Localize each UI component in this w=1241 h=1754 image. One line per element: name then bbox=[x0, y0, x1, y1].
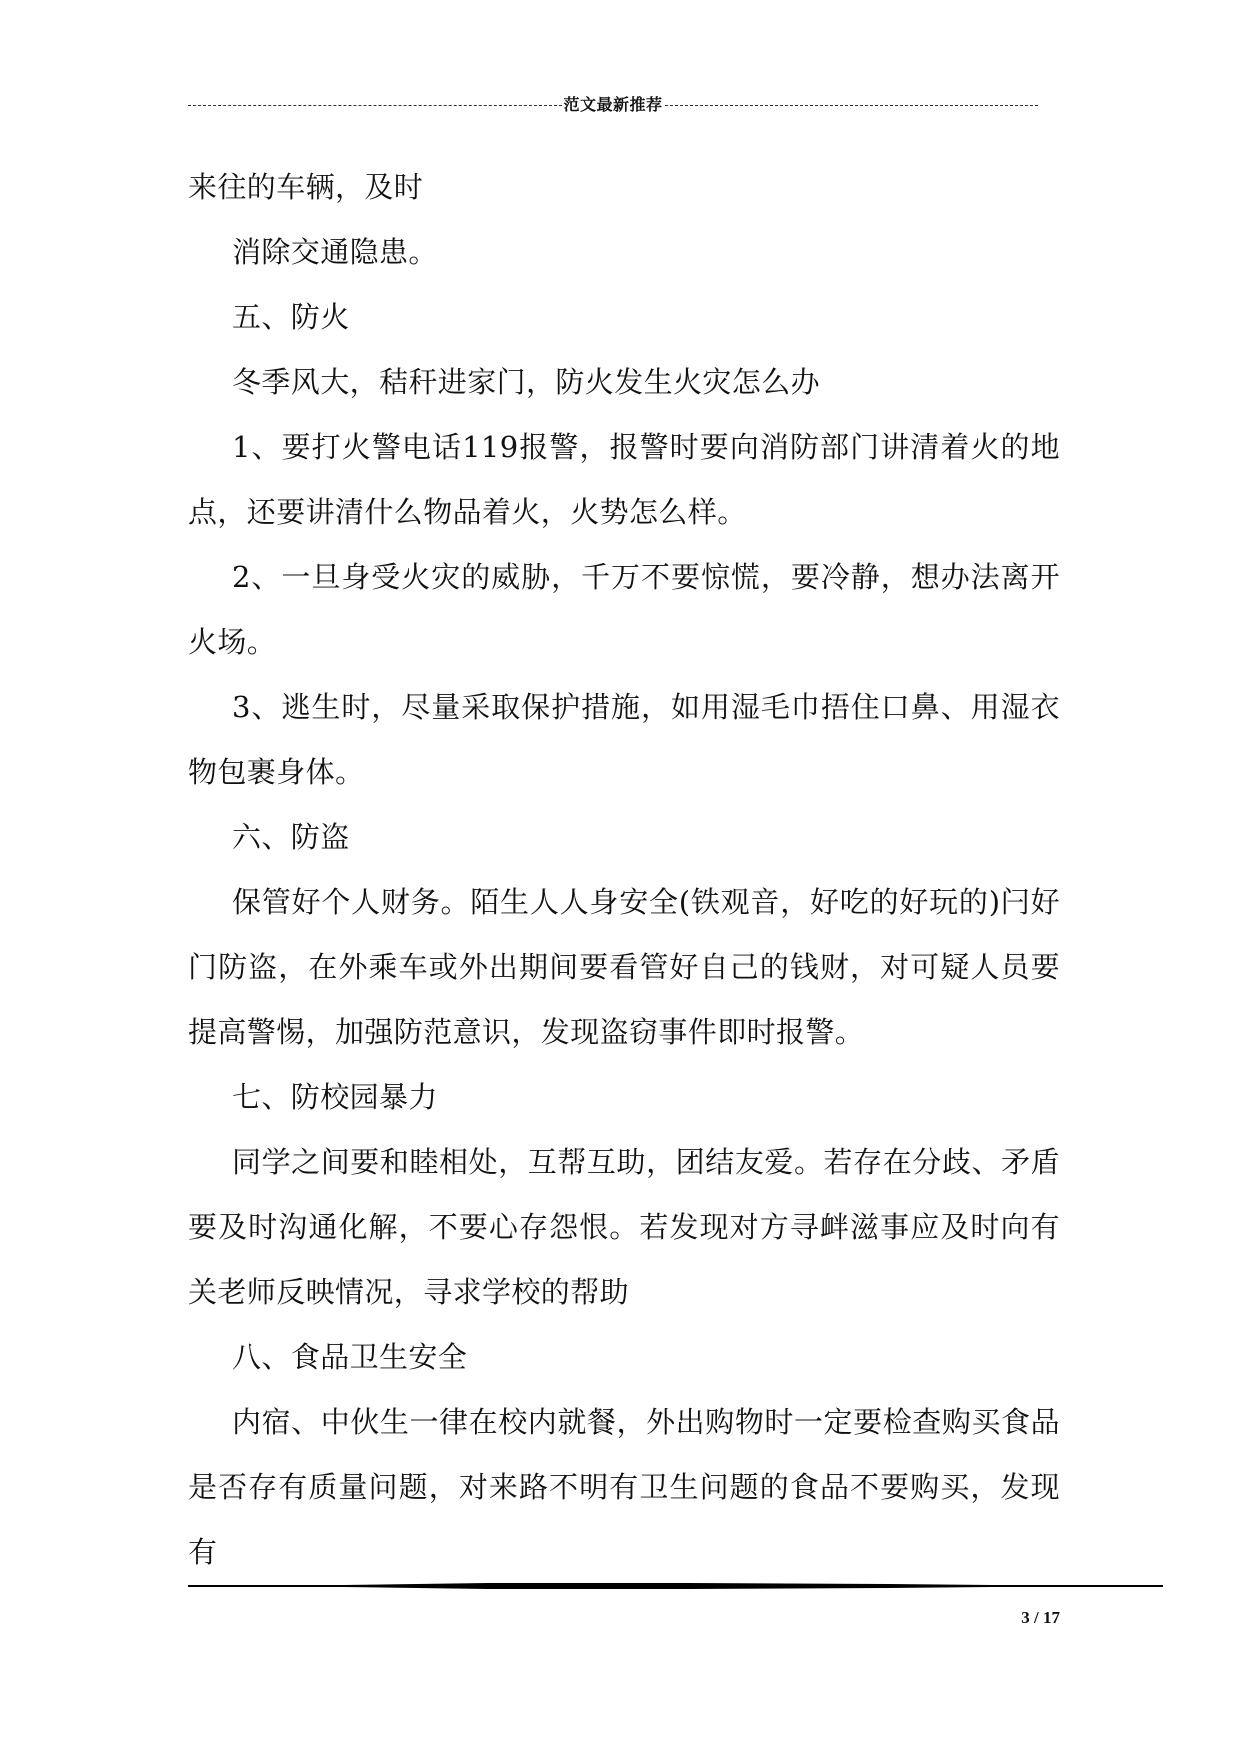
footer-rule bbox=[188, 1580, 1163, 1592]
paragraph: 冬季风大，秸秆进家门，防火发生火灾怎么办 bbox=[232, 365, 821, 399]
list-item: 3、逃生时，尽量采取保护措施，如用湿毛巾捂住口鼻、用湿衣物包裹身体。 bbox=[188, 690, 1060, 789]
page-header bbox=[188, 88, 1038, 118]
header-dashed-line-right bbox=[665, 105, 1038, 106]
page-number: 3 / 17 bbox=[1021, 1608, 1060, 1627]
section-heading: 七、防校园暴力 bbox=[232, 1080, 438, 1114]
paragraph: 同学之间要和睦相处，互帮互助，团结友爱。若存在分歧、矛盾要及时沟通化解，不要心存怨恨。若发现对方寻衅滋事应及时向有关老师反映情况，寻求学校的帮助 bbox=[188, 1145, 1060, 1309]
list-item: 2、一旦身受火灾的威胁，千万不要惊慌，要冷静，想办法离开火场。 bbox=[188, 560, 1060, 659]
section-heading: 六、防盗 bbox=[232, 820, 350, 854]
paragraph: 保管好个人财务。陌生人人身安全(铁观音，好吃的好玩的)闩好门防盗，在外乘车或外出期间要看管好自己的钱财，对可疑人员要提高警惕，加强防范意识，发现盗窃事件即时报警。 bbox=[188, 885, 1060, 1049]
document-body bbox=[188, 155, 1060, 1585]
section-heading: 五、防火 bbox=[232, 300, 350, 334]
paragraph: 消除交通隐患。 bbox=[232, 235, 438, 269]
header-dashed-line-left bbox=[188, 105, 562, 106]
paragraph: 来往的车辆，及时 bbox=[188, 170, 424, 204]
list-item: 1、要打火警电话119报警，报警时要向消防部门讲清着火的地点，还要讲清什么物品着火，火势怎么样。 bbox=[188, 430, 1060, 529]
section-heading: 八、食品卫生安全 bbox=[232, 1340, 468, 1374]
header-title: 范文最新推荐 bbox=[563, 94, 663, 114]
paragraph: 内宿、中伙生一律在校内就餐，外出购物时一定要检查购买食品是否存有质量问题，对来路不明有卫生问题的食品不要购买，发现有 bbox=[188, 1405, 1060, 1569]
